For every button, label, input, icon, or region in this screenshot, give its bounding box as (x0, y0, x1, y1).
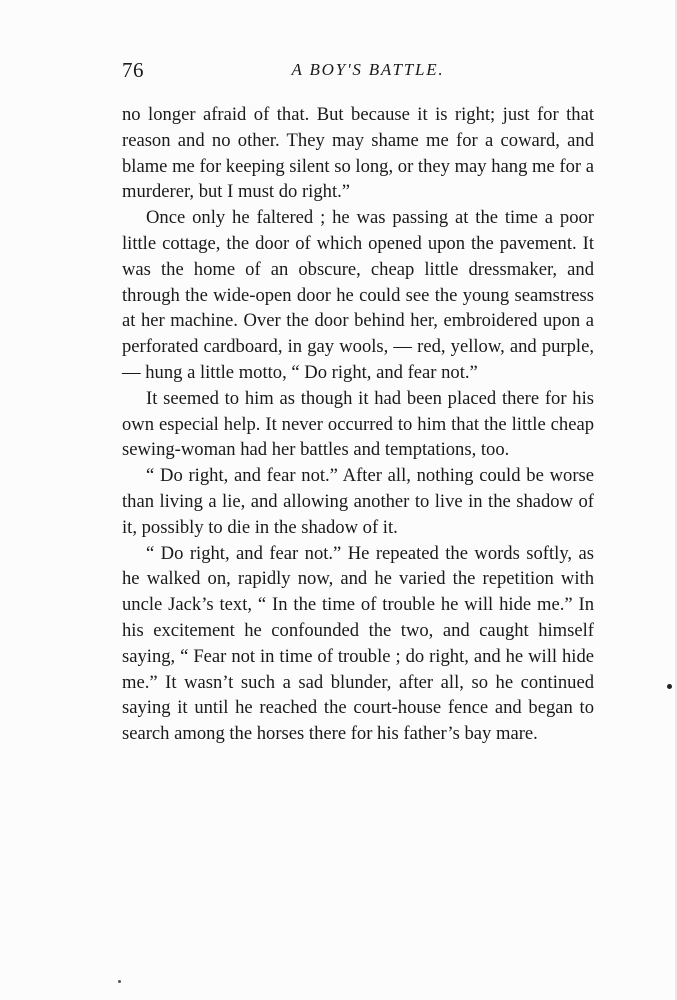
running-head (122, 58, 594, 84)
body-text (122, 102, 594, 747)
paragraph: Once only he faltered ; he was passing at the time a poor little cottage, the door of which opened upon the pavement. It was the home of an obscure, cheap little dressmaker, and through the wide-open door he could see the young seamstress at her machine. Over the door behind her, embroidered upon a perforated cardboard, in gay wools, — red, yellow, and purple, — hung a little motto, “ Do right, and fear not.” (122, 207, 594, 383)
running-title: A BOY'S BATTLE. (291, 60, 445, 79)
page-number: 76 (122, 58, 144, 82)
paragraph-continuation: no longer afraid of that. But because it is right; just for that reason and no other. They may shame me for a coward, and blame me for keeping silent so long, or they may hang me for a murderer, but I must do right.” (122, 104, 594, 203)
paragraph: It seemed to him as though it had been placed there for his own especial help. It never occurred to him that the little cheap sewing-woman had her battles and temptations, too. (122, 387, 594, 461)
paragraph: “ Do right, and fear not.” He repeated the words softly, as he walked on, rapidly now, and he varied the repetition with uncle Jack’s text, “ In the time of trouble he will hide me.” In his excitement he confounded the two, and caught himself saying, “ Fear not in time of trouble ; do right, and he will hide me.” It wasn’t such a sad blunder, after all, so he continued saying it until he reached the court-house fence and began to search among the horses there for his father’s bay mare. (122, 542, 594, 745)
margin-ink-mark (667, 684, 672, 689)
paragraph: “ Do right, and fear not.” After all, nothing could be worse than living a lie, and allowing another to live in the shadow of it, possibly to die in the shadow of it. (122, 465, 594, 538)
bottom-ink-speck (118, 980, 121, 983)
